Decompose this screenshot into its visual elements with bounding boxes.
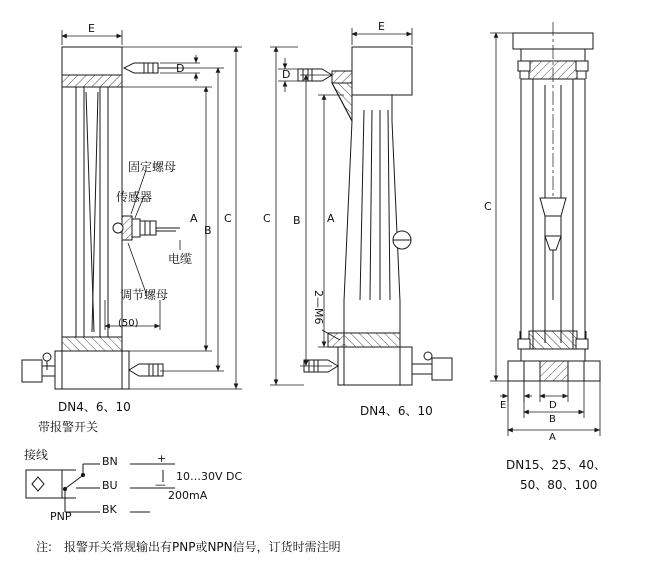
sensor-type-pnp: PNP: [50, 510, 72, 523]
wiring-diagram-geometry: [26, 464, 175, 512]
callout-cable: 电缆: [168, 252, 193, 266]
label-mid-E: E: [378, 20, 385, 33]
view-right-geometry: [508, 22, 600, 381]
rating-current: 200mA: [168, 489, 208, 502]
caption-left-line2: 带报警开关: [38, 420, 99, 434]
label-left-D: D: [176, 62, 185, 75]
terminal-bn: BN: [102, 455, 118, 468]
label-right-C: C: [484, 200, 492, 213]
label-right-B: B: [549, 414, 556, 425]
label-left-50: (50): [118, 318, 139, 329]
rating-voltage: 10…30V DC: [176, 470, 243, 483]
caption-right-line2: 50、80、100: [520, 478, 598, 492]
label-mid-B: B: [293, 214, 301, 227]
terminal-bu: BU: [102, 479, 118, 492]
label-right-E: E: [500, 400, 507, 411]
callout-fixing-nut: 固定螺母: [128, 160, 177, 174]
caption-right-line1: DN15、25、40、: [506, 458, 607, 472]
label-mid-A: A: [327, 212, 335, 225]
sign-plus: +: [157, 452, 167, 465]
label-mid-D: D: [282, 68, 291, 81]
label-right-D: D: [549, 400, 557, 411]
wiring-title: 接线: [24, 448, 49, 462]
callout-sensor: 传感器: [116, 190, 153, 204]
label-mid-C: C: [263, 212, 271, 225]
view-middle-geometry: [298, 47, 452, 385]
view-left-geometry: [22, 47, 180, 389]
terminal-bk: BK: [102, 503, 117, 516]
sign-minus: —: [155, 478, 166, 491]
note-text: 报警开关常规输出有PNP或NPN信号，订货时需注明: [64, 540, 341, 554]
label-left-B: B: [204, 224, 212, 237]
note-label: 注:: [36, 540, 53, 554]
label-right-A: A: [549, 432, 556, 443]
callout-adjusting-nut: 调节螺母: [120, 288, 169, 302]
caption-left-line1: DN4、6、10: [58, 400, 131, 414]
callout-2-m6: 2—M6: [312, 290, 325, 325]
caption-mid-line1: DN4、6、10: [360, 404, 433, 418]
label-left-E: E: [88, 22, 95, 35]
label-left-A: A: [190, 212, 198, 225]
label-left-C: C: [224, 212, 232, 225]
